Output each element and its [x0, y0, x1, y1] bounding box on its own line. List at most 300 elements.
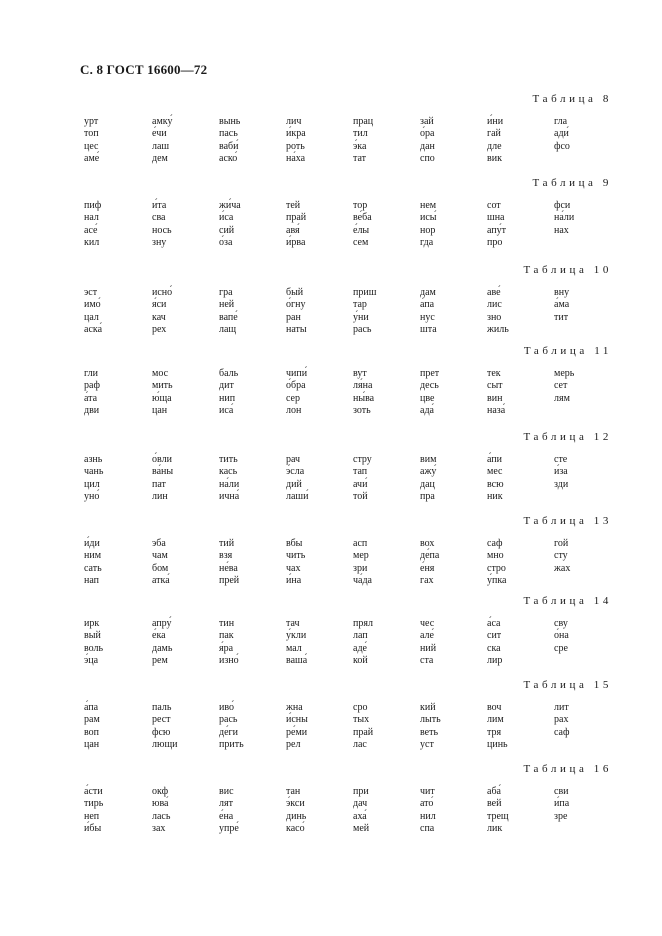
syllable: фсю	[152, 726, 171, 738]
syllable-column	[152, 116, 172, 165]
syllable: ний	[420, 642, 437, 654]
syllable: прей	[219, 574, 240, 586]
syllable-column	[353, 786, 369, 835]
table-title: Таблица 14	[523, 595, 612, 607]
syllable: и́па	[554, 798, 570, 810]
syllable: вин	[487, 392, 503, 404]
syllable: гах	[420, 574, 434, 586]
syllable-column	[554, 618, 569, 655]
syllable: цве	[420, 392, 435, 404]
table-title: Таблица 11	[523, 345, 612, 357]
syllable: ади́	[554, 128, 569, 140]
syllable: рась	[219, 714, 238, 726]
syllable: прял	[353, 618, 373, 629]
syllable-column	[152, 200, 172, 249]
syllable: прай	[353, 726, 374, 738]
syllable-column	[487, 702, 508, 751]
syllable: вис	[219, 786, 234, 797]
syllable: лир	[487, 654, 503, 666]
syllable: рах	[554, 714, 569, 726]
syllable: вый	[84, 630, 101, 642]
syllable-column	[487, 200, 506, 249]
syllable: цил	[84, 478, 100, 490]
syllable-column	[420, 786, 436, 835]
syllable: гра	[219, 287, 233, 298]
syllable: э́ка	[353, 140, 367, 152]
syllable: тан	[286, 786, 301, 797]
syllable-column	[353, 287, 376, 336]
syllable-column	[487, 368, 505, 417]
table-title: Таблица 8	[532, 93, 612, 105]
syllable: лон	[286, 404, 302, 416]
syllable: раф	[84, 380, 100, 392]
syllable: лаш	[152, 140, 170, 152]
syllable-column	[286, 538, 305, 587]
syllable: тач	[286, 618, 300, 629]
syllable: жах	[554, 562, 571, 574]
syllable-column	[84, 454, 103, 503]
syllable: цан	[84, 738, 100, 750]
syllable-column	[286, 287, 307, 336]
syllable: саф	[554, 726, 570, 738]
syllable-column	[353, 200, 372, 249]
syllable: и́та	[152, 200, 167, 211]
syllable: апу́т	[487, 224, 507, 236]
syllable-column	[554, 116, 570, 153]
syllable: ста	[420, 654, 434, 666]
syllable: о́гну	[286, 299, 306, 311]
syllable: и́за	[554, 466, 568, 478]
syllable: лас	[353, 738, 367, 750]
syllable: нус	[420, 311, 435, 323]
syllable-column	[353, 116, 373, 165]
syllable: ник	[487, 490, 503, 502]
syllable: рех	[152, 323, 167, 335]
syllable-column	[487, 618, 502, 667]
syllable: шта	[420, 323, 437, 335]
syllable: а́ма	[554, 299, 570, 311]
syllable: вим	[420, 454, 437, 465]
syllable-column	[219, 116, 240, 165]
syllable: о́бра	[286, 380, 306, 392]
page-header: С. 8 ГОСТ 16600—72	[80, 62, 208, 77]
syllable: жи́ча	[219, 200, 241, 211]
syllable-column	[554, 702, 569, 739]
syllable: атка́	[152, 574, 170, 586]
syllable-column	[219, 454, 239, 503]
syllable: аска́	[84, 323, 103, 335]
syllable: сер	[286, 392, 300, 404]
syllable: и́рва	[286, 236, 306, 248]
syllable: сот	[487, 200, 501, 211]
syllable: дам	[420, 287, 436, 298]
syllable-column	[420, 618, 436, 667]
syllable-column	[353, 454, 372, 503]
syllable: ирк	[84, 618, 100, 629]
syllable: гли	[84, 368, 98, 379]
syllable: ачи́	[353, 478, 368, 490]
syllable: мить	[152, 380, 173, 392]
syllable-column	[84, 116, 99, 165]
syllable: о́на	[554, 630, 569, 642]
syllable-column	[487, 116, 503, 165]
syllable: але́	[420, 630, 434, 642]
syllable: пак	[219, 630, 234, 642]
syllable: рам	[84, 714, 100, 726]
syllable-column	[84, 200, 101, 249]
syllable: сро	[353, 702, 368, 713]
syllable: и́на	[286, 574, 302, 586]
syllable: вапе́	[219, 311, 238, 323]
syllable: топ	[84, 128, 99, 140]
syllable: а́пи	[487, 454, 503, 465]
syllable: а́са	[487, 618, 501, 629]
syllable: взя	[219, 550, 233, 562]
syllable: а́па	[84, 702, 99, 713]
syllable: неп	[84, 810, 100, 822]
syllable-column	[420, 538, 439, 587]
syllable-column	[353, 368, 374, 417]
syllable: исно́	[152, 287, 173, 298]
syllable: цан	[152, 404, 168, 416]
syllable: гда	[420, 236, 434, 248]
syllable: о́вли	[152, 454, 172, 465]
syllable: рач	[286, 454, 301, 465]
syllable: тых	[353, 714, 370, 726]
syllable-column	[554, 786, 569, 823]
syllable: сту	[554, 550, 568, 562]
syllable: е́ка	[152, 630, 166, 642]
table-title: Таблица 16	[523, 763, 612, 775]
syllable: стру	[353, 454, 372, 465]
syllable: кой	[353, 654, 368, 666]
syllable: я́ра	[219, 642, 234, 654]
syllable: лям	[554, 392, 570, 404]
syllable: исы́	[420, 212, 437, 224]
syllable: сем	[353, 236, 369, 248]
syllable: нах	[554, 224, 569, 236]
syllable: не́ва	[219, 562, 238, 574]
syllable: всю	[487, 478, 504, 490]
table-title: Таблица 10	[523, 264, 612, 276]
syllable: ва́ны	[152, 466, 174, 478]
syllable: тря	[487, 726, 502, 738]
syllable: я́си	[152, 299, 167, 311]
syllable: сва	[152, 212, 166, 224]
syllable: нось	[152, 224, 172, 236]
syllable-column	[152, 538, 170, 587]
syllable: зну	[152, 236, 167, 248]
syllable-column	[152, 702, 178, 751]
syllable: кил	[84, 236, 100, 248]
syllable-column	[286, 702, 308, 751]
syllable: э́кси	[286, 798, 305, 810]
syllable: сать	[84, 562, 102, 574]
syllable: лаши́	[286, 490, 309, 502]
syllable-column	[487, 538, 507, 587]
syllable: тек	[487, 368, 501, 379]
syllable: вну	[554, 287, 570, 298]
syllable: аве́	[487, 287, 501, 298]
syllable: дамь	[152, 642, 173, 654]
syllable: чам	[152, 550, 168, 562]
syllable-column	[152, 454, 173, 503]
syllable: паль	[152, 702, 172, 713]
syllable: мос	[152, 368, 169, 379]
syllable-column	[219, 702, 244, 751]
syllable: аме́	[84, 152, 100, 164]
syllable: ска	[487, 642, 501, 654]
syllable-column	[554, 368, 574, 405]
syllable: и́ди	[84, 538, 100, 549]
syllable: веть	[420, 726, 439, 738]
syllable: у́кли	[286, 630, 307, 642]
syllable: рест	[152, 714, 171, 726]
syllable: дий	[286, 478, 302, 490]
syllable: касо́	[286, 822, 305, 834]
syllable: кий	[420, 702, 436, 713]
syllable-column	[487, 287, 509, 336]
syllable: бом	[152, 562, 169, 574]
syllable: цинь	[487, 738, 508, 750]
syllable: о́за	[219, 236, 233, 248]
syllable: чес	[420, 618, 435, 629]
syllable-column	[84, 538, 102, 587]
syllable: и́бы	[84, 822, 102, 834]
syllable: гла	[554, 116, 568, 127]
syllable: наты	[286, 323, 307, 335]
syllable: сву	[554, 618, 568, 629]
syllable: зно	[487, 311, 502, 323]
syllable: и́сны	[286, 714, 308, 726]
syllable: аде́	[353, 642, 367, 654]
syllable: прет	[420, 368, 440, 379]
syllable: ю́ща	[152, 392, 172, 404]
syllable: лыть	[420, 714, 441, 726]
syllable: вей	[487, 798, 502, 810]
syllable-column	[353, 538, 372, 587]
syllable: ваша́	[286, 654, 308, 666]
syllable: ним	[84, 550, 102, 562]
syllable: мал	[286, 642, 302, 654]
syllable-column	[286, 116, 306, 165]
syllable-column	[84, 618, 103, 667]
syllable: е́лы	[353, 224, 370, 236]
syllable-column	[286, 618, 307, 667]
syllable: наза́	[487, 404, 506, 416]
table-title: Таблица 9	[532, 177, 612, 189]
syllable: асп	[353, 538, 368, 549]
syllable: тар	[353, 299, 367, 311]
syllable: изно́	[219, 654, 239, 666]
syllable-column	[152, 287, 172, 336]
syllable: лис	[487, 299, 502, 311]
syllable: э́сла	[286, 466, 305, 478]
syllable: ней	[219, 299, 235, 311]
syllable: тор	[353, 200, 368, 211]
syllable: нем	[420, 200, 437, 211]
syllable: лин	[152, 490, 168, 502]
syllable: стро	[487, 562, 506, 574]
syllable: апру́	[152, 618, 172, 629]
syllable: сыт	[487, 380, 503, 392]
syllable: спа	[420, 822, 435, 834]
syllable: чах	[286, 562, 301, 574]
syllable: цес	[84, 140, 99, 152]
syllable: е́на	[219, 810, 234, 822]
syllable-column	[420, 116, 435, 165]
syllable: чипи́	[286, 368, 308, 379]
syllable: лющи	[152, 738, 178, 750]
syllable: сре	[554, 642, 568, 654]
syllable: роть	[286, 140, 305, 152]
syllable: прац	[353, 116, 374, 127]
syllable: окф	[152, 786, 169, 797]
syllable-column	[84, 368, 100, 417]
syllable-column	[554, 287, 569, 324]
syllable: и́са	[219, 212, 234, 224]
syllable: иса́	[219, 404, 234, 416]
syllable: тин	[219, 618, 235, 629]
syllable: нор	[420, 224, 436, 236]
syllable-column	[554, 200, 574, 237]
syllable: а́та	[84, 392, 98, 404]
syllable: авя́	[286, 224, 300, 236]
syllable: асе́	[84, 224, 98, 236]
syllable: дит	[219, 380, 234, 392]
syllable: тит	[554, 311, 569, 323]
syllable: зди	[554, 478, 569, 490]
syllable: юва́	[152, 798, 169, 810]
syllable: зри	[353, 562, 368, 574]
syllable-column	[84, 786, 103, 835]
syllable: тат	[353, 152, 367, 164]
syllable: ажу́	[420, 466, 437, 478]
syllable: лась	[152, 810, 171, 822]
syllable: дви	[84, 404, 100, 416]
syllable: вик	[487, 152, 502, 164]
syllable: уст	[420, 738, 434, 750]
syllable-column	[219, 287, 238, 336]
syllable: а́сти	[84, 786, 103, 797]
syllable: мно	[487, 550, 504, 562]
syllable: пра	[420, 490, 435, 502]
syllable: гай	[487, 128, 501, 140]
syllable: рел	[286, 738, 301, 750]
syllable: зай	[420, 116, 434, 127]
syllable: ран	[286, 311, 301, 323]
syllable: тий	[219, 538, 235, 549]
syllable-column	[219, 538, 239, 587]
syllable: упре́	[219, 822, 239, 834]
syllable-column	[420, 368, 439, 417]
syllable-column	[353, 702, 373, 751]
syllable: фсо	[554, 140, 570, 152]
syllable: ваби́	[219, 140, 239, 152]
syllable-column	[219, 368, 238, 417]
syllable: воч	[487, 702, 502, 713]
syllable: десь	[420, 380, 439, 392]
syllable: мер	[353, 550, 369, 562]
syllable: у́ни	[353, 311, 369, 323]
syllable-column	[554, 454, 568, 491]
syllable: ны́ва	[353, 392, 375, 404]
table-title: Таблица 12	[523, 431, 612, 443]
syllable-column	[554, 538, 570, 575]
syllable: и́ни	[487, 116, 504, 127]
syllable: ада́	[420, 404, 434, 416]
syllable: сте	[554, 454, 568, 465]
syllable: тил	[353, 128, 368, 140]
syllable: ля́на	[353, 380, 373, 392]
syllable: мей	[353, 822, 370, 834]
syllable: на́ли	[219, 478, 240, 490]
syllable: ична́	[219, 490, 240, 502]
syllable: рась	[353, 323, 372, 335]
syllable: тап	[353, 466, 368, 478]
syllable: о́ра	[420, 128, 435, 140]
table-title: Таблица 15	[523, 679, 612, 691]
syllable: чит	[420, 786, 435, 797]
syllable-column	[152, 618, 172, 667]
syllable: вох	[420, 538, 435, 549]
syllable-column	[420, 702, 441, 751]
syllable-column	[286, 200, 306, 249]
syllable: зах	[152, 822, 166, 834]
syllable: дле	[487, 140, 502, 152]
syllable: на́ха	[286, 152, 306, 164]
syllable: э́ца	[84, 654, 99, 666]
syllable: бый	[286, 287, 304, 298]
syllable: лащ	[219, 323, 237, 335]
syllable: лап	[353, 630, 368, 642]
syllable: тирь	[84, 798, 104, 810]
syllable-column	[353, 618, 373, 667]
syllable: имо́	[84, 299, 101, 311]
syllable: эба	[152, 538, 166, 549]
syllable: сви	[554, 786, 569, 797]
syllable: шна	[487, 212, 505, 224]
syllable: баль	[219, 368, 239, 379]
syllable-column	[219, 200, 241, 249]
syllable: аха́	[353, 810, 367, 822]
syllable: той	[353, 490, 368, 502]
syllable: воп	[84, 726, 100, 738]
syllable: сет	[554, 380, 568, 392]
syllable: у́пка	[487, 574, 507, 586]
syllable-column	[420, 287, 437, 336]
syllable: рем	[152, 654, 168, 666]
syllable-column	[286, 368, 307, 417]
syllable: лят	[219, 798, 233, 810]
syllable: эст	[84, 287, 98, 298]
syllable: а́па	[420, 299, 435, 311]
syllable: иво́	[219, 702, 235, 713]
syllable: аба́	[487, 786, 501, 797]
syllable: и́кра	[286, 128, 306, 140]
syllable: прить	[219, 738, 244, 750]
syllable: ве́ба	[353, 212, 372, 224]
syllable-column	[219, 618, 239, 667]
syllable-column	[152, 368, 173, 417]
syllable: трещ	[487, 810, 509, 822]
syllable: пиф	[84, 200, 102, 211]
syllable: е́ня	[420, 562, 435, 574]
syllable: спо	[420, 152, 435, 164]
syllable-column	[219, 786, 239, 835]
syllable: при	[353, 786, 369, 797]
syllable: саф	[487, 538, 503, 549]
